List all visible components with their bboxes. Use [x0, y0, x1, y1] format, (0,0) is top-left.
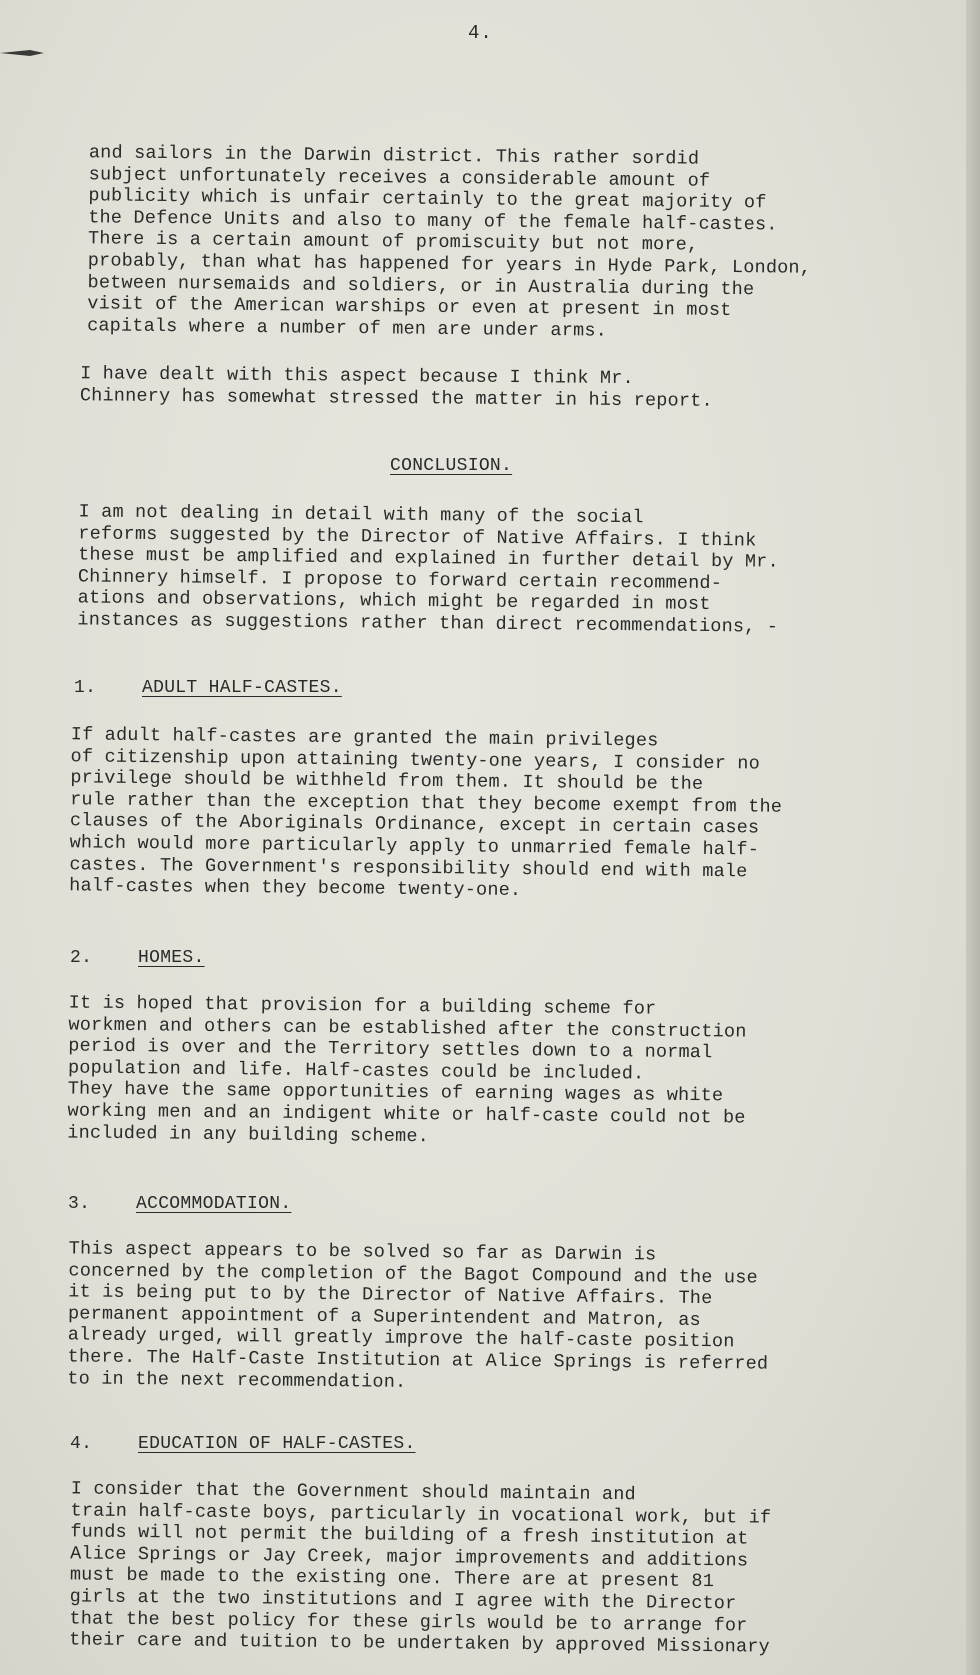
heading-number: 2.	[70, 948, 93, 968]
heading-title: HOMES.	[138, 948, 205, 968]
heading-homes	[70, 948, 205, 968]
text-line: included in any building scheme.	[67, 1122, 430, 1147]
text-line: I have dealt with this aspect because I think Mr.	[80, 363, 634, 390]
heading-number: 4.	[70, 1434, 93, 1454]
text-line: If adult half-castes are granted the main privileges	[70, 724, 659, 752]
page-number: 4.	[468, 22, 493, 44]
text-line: to in the next recommendation.	[67, 1367, 407, 1393]
text-line: publicity which is unfair certainly to the great majority of	[88, 185, 767, 214]
text-line: already urged, will greatly improve the half-caste position	[67, 1324, 735, 1353]
paragraph-education	[69, 1478, 771, 1658]
heading-title: ADULT HALF-CASTES.	[142, 678, 342, 698]
text-line: which would more particularly apply to unmarried female half-	[69, 832, 760, 861]
text-line: subject unfortunately receives a considerable amount of	[88, 163, 711, 192]
text-line: reforms suggested by the Director of Native Affairs. I think	[78, 522, 757, 552]
text-line: working men and an indigent white or half-caste could not be	[67, 1100, 746, 1129]
text-line: clauses of the Aboriginals Ordinance, except in certain cases	[69, 810, 760, 839]
text-line: Chinnery himself. I propose to forward certain recommend-	[77, 566, 723, 594]
paragraph-adult-half-castes	[69, 724, 783, 904]
text-line: Alice Springs or Jay Creek, major improvements and additions	[70, 1543, 749, 1572]
text-line: these must be amplified and explained in further detail by Mr.	[78, 544, 779, 573]
text-line: the Defence Units and also to many of the female half-castes.	[88, 206, 778, 236]
text-line: train half-caste boys, particularly in vocational work, but if	[70, 1499, 772, 1529]
text-line: it is being put to by the Director of Native Affairs. The	[68, 1281, 713, 1310]
text-line: concerned by the completion of the Bagot Compound and the use	[68, 1259, 758, 1289]
text-line: castes. The Government's responsibility should end with male	[69, 853, 748, 882]
text-line: They have the same opportunities of earning wages as white	[67, 1078, 724, 1107]
heading-conclusion: CONCLUSION.	[390, 456, 513, 476]
text-line: and sailors in the Darwin district. This rather sordid	[88, 142, 700, 170]
text-line: must be made to the existing one. There are at present 81	[69, 1564, 715, 1593]
text-line: I am not dealing in detail with many of the social	[78, 501, 644, 529]
text-line: rule rather than the exception that they become exempt from the	[70, 789, 783, 818]
text-line: half-castes when they become twenty-one.	[69, 875, 522, 902]
text-line: workmen and others can be established after the construction	[68, 1014, 747, 1043]
heading-accommodation	[68, 1194, 291, 1214]
heading-education	[70, 1434, 416, 1454]
text-line: probably, than what has happened for years in Hyde Park, London,	[87, 250, 812, 279]
text-line: funds will not permit the building of a fresh institution at	[70, 1521, 749, 1550]
text-line: their care and tuition to be undertaken by approved Missionary	[69, 1629, 771, 1658]
text-line: This aspect appears to be solved so far as Darwin is	[68, 1238, 657, 1266]
text-line: that the best policy for these girls would be to arrange for	[69, 1607, 748, 1636]
paragraph-social-reforms	[77, 501, 779, 638]
text-line: of citizenship upon attaining twenty-one years, I consider no	[70, 745, 761, 775]
heading-number: 1.	[74, 678, 97, 698]
text-line: population and life. Half-castes could be included.	[67, 1057, 645, 1085]
paragraph-chinnery-report	[80, 363, 713, 412]
text-line: between nursemaids and soldiers, or in Australia during the	[87, 271, 755, 300]
text-line: I consider that the Government should maintain and	[70, 1478, 636, 1506]
binder-mark	[0, 48, 44, 58]
paragraph-accommodation	[67, 1238, 769, 1396]
text-line: instances as suggestions rather than direct recommendations, -	[77, 609, 779, 638]
text-line: period is over and the Territory settles down to a normal	[68, 1035, 713, 1064]
heading-adult-half-castes	[74, 678, 342, 698]
heading-title: EDUCATION OF HALF-CASTES.	[138, 1434, 416, 1454]
text-line: girls at the two institutions and I agree with the Director	[69, 1586, 737, 1615]
text-line: privilege should be withheld from them. It should be the	[70, 767, 704, 796]
paragraph-homes	[67, 992, 747, 1150]
text-line: there. The Half-Caste Institution at Alice Springs is referred	[67, 1346, 769, 1375]
text-line: permanent appointment of a Superintendent and Matron, as	[67, 1303, 702, 1331]
text-line: capitals where a number of men are under arms.	[87, 314, 608, 342]
text-line: ations and observations, which might be regarded in most	[77, 587, 711, 616]
page-edge	[966, 0, 980, 1675]
text-line: Chinnery has somewhat stressed the matter in his report.	[79, 384, 713, 412]
text-line: There is a certain amount of promiscuity but not more,	[87, 228, 699, 256]
paragraph-darwin-district	[87, 142, 812, 344]
heading-title: ACCOMMODATION.	[136, 1194, 292, 1214]
text-line: visit of the American warships or even at present in most	[87, 293, 732, 322]
heading-number: 3.	[68, 1194, 91, 1214]
text-line: It is hoped that provision for a building scheme for	[68, 992, 657, 1020]
